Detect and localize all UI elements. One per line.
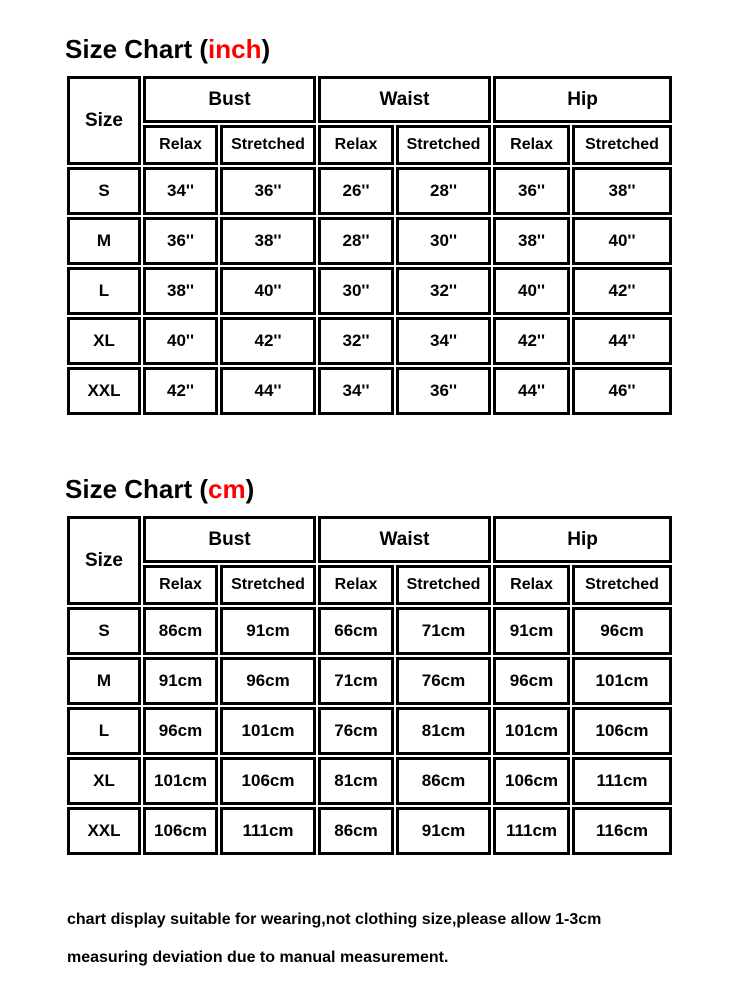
cell-hip-stretched: 46'' [572,367,672,415]
cell-waist-relax: 30'' [318,267,394,315]
cell-hip-relax: 36'' [493,167,570,215]
cell-waist-relax: 26'' [318,167,394,215]
bust-stretched-header: Stretched [220,125,316,165]
cell-bust-stretched: 106cm [220,757,316,805]
cell-hip-stretched: 106cm [572,707,672,755]
cell-hip-relax: 111cm [493,807,570,855]
cell-bust-relax: 91cm [143,657,218,705]
cell-bust-relax: 40'' [143,317,218,365]
cell-waist-stretched: 86cm [396,757,491,805]
size-label: L [67,707,141,755]
table-row-m [67,217,672,265]
cell-bust-relax: 36'' [143,217,218,265]
cell-waist-stretched: 30'' [396,217,491,265]
cell-bust-relax: 96cm [143,707,218,755]
cell-hip-relax: 101cm [493,707,570,755]
size-chart-inch-title [65,33,750,65]
waist-group-header: Waist [318,76,491,123]
title-prefix: Size Chart ( [65,34,209,64]
cell-waist-stretched: 71cm [396,607,491,655]
hip-stretched-header: Stretched [572,565,672,605]
bust-relax-header: Relax [143,565,218,605]
disclaimer-line-1: chart display suitable for wearing,not clothing size,please allow 1-3cm [67,911,602,928]
cell-bust-stretched: 111cm [220,807,316,855]
cell-waist-relax: 81cm [318,757,394,805]
size-label: XL [67,757,141,805]
cell-waist-stretched: 81cm [396,707,491,755]
cell-waist-stretched: 36'' [396,367,491,415]
cell-hip-relax: 96cm [493,657,570,705]
measurement-disclaimer [67,901,750,977]
cell-hip-stretched: 44'' [572,317,672,365]
hip-stretched-header: Stretched [572,125,672,165]
disclaimer-line-2: measuring deviation due to manual measurement. [67,949,449,966]
size-chart-cm-title [65,473,750,505]
size-label: XXL [67,807,141,855]
cell-bust-relax: 34'' [143,167,218,215]
waist-stretched-header: Stretched [396,565,491,605]
table-row-xxl [67,367,672,415]
cell-hip-stretched: 40'' [572,217,672,265]
size-label: M [67,657,141,705]
cell-waist-stretched: 32'' [396,267,491,315]
title-suffix: ) [245,474,255,504]
cell-bust-stretched: 38'' [220,217,316,265]
cell-hip-relax: 38'' [493,217,570,265]
cell-hip-relax: 42'' [493,317,570,365]
cell-hip-stretched: 42'' [572,267,672,315]
waist-stretched-header: Stretched [396,125,491,165]
table-row-l [67,707,672,755]
title-prefix: Size Chart ( [65,474,209,504]
cell-hip-stretched: 38'' [572,167,672,215]
cell-waist-stretched: 91cm [396,807,491,855]
table-row-s [67,607,672,655]
table-row-m [67,657,672,705]
title-unit-cm: cm [208,474,246,504]
table-header-sub-row [67,565,672,605]
waist-relax-header: Relax [318,565,394,605]
cell-waist-relax: 66cm [318,607,394,655]
size-table-cm [65,514,674,857]
cell-hip-stretched: 116cm [572,807,672,855]
bust-group-header: Bust [143,516,316,563]
table-header-sub-row [67,125,672,165]
cell-hip-stretched: 96cm [572,607,672,655]
cell-waist-stretched: 34'' [396,317,491,365]
cell-waist-relax: 86cm [318,807,394,855]
size-column-header: Size [67,516,141,605]
bust-stretched-header: Stretched [220,565,316,605]
waist-group-header: Waist [318,516,491,563]
title-suffix: ) [261,34,271,64]
table-header-group-row [67,516,672,563]
bust-relax-header: Relax [143,125,218,165]
cell-bust-stretched: 91cm [220,607,316,655]
table-header-group-row [67,76,672,123]
hip-relax-header: Relax [493,565,570,605]
cell-hip-stretched: 111cm [572,757,672,805]
cell-bust-stretched: 96cm [220,657,316,705]
cell-waist-relax: 28'' [318,217,394,265]
cell-bust-relax: 42'' [143,367,218,415]
cell-hip-relax: 106cm [493,757,570,805]
cell-hip-relax: 44'' [493,367,570,415]
size-column-header: Size [67,76,141,165]
size-label: M [67,217,141,265]
cell-hip-relax: 40'' [493,267,570,315]
table-row-xl [67,757,672,805]
size-chart-cm-section [65,473,750,857]
hip-group-header: Hip [493,516,672,563]
cell-hip-stretched: 101cm [572,657,672,705]
table-row-xl [67,317,672,365]
size-label: S [67,607,141,655]
title-unit-inch: inch [208,34,262,64]
hip-relax-header: Relax [493,125,570,165]
hip-group-header: Hip [493,76,672,123]
cell-bust-stretched: 36'' [220,167,316,215]
size-label: XXL [67,367,141,415]
cell-bust-relax: 86cm [143,607,218,655]
bust-group-header: Bust [143,76,316,123]
cell-waist-stretched: 28'' [396,167,491,215]
table-row-l [67,267,672,315]
cell-waist-relax: 32'' [318,317,394,365]
cell-hip-relax: 91cm [493,607,570,655]
size-table-inch [65,74,674,417]
table-row-s [67,167,672,215]
cell-bust-relax: 38'' [143,267,218,315]
cell-waist-relax: 34'' [318,367,394,415]
cell-bust-relax: 106cm [143,807,218,855]
size-label: L [67,267,141,315]
cell-bust-stretched: 101cm [220,707,316,755]
cell-waist-relax: 71cm [318,657,394,705]
cell-bust-stretched: 42'' [220,317,316,365]
size-chart-inch-section [65,33,750,417]
table-row-xxl [67,807,672,855]
cell-bust-relax: 101cm [143,757,218,805]
cell-waist-stretched: 76cm [396,657,491,705]
size-label: S [67,167,141,215]
waist-relax-header: Relax [318,125,394,165]
cell-waist-relax: 76cm [318,707,394,755]
cell-bust-stretched: 44'' [220,367,316,415]
size-label: XL [67,317,141,365]
cell-bust-stretched: 40'' [220,267,316,315]
